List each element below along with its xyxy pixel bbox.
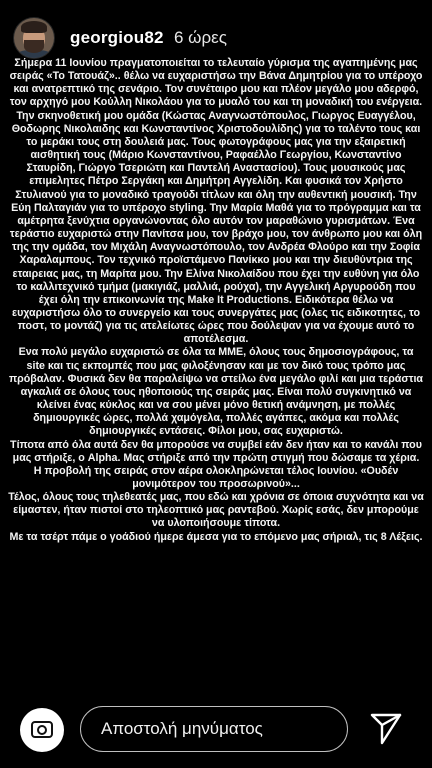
- caption-paragraph: Η προβολή της σειράς στον αέρα ολοκληρώνεται τέλος Ιουνίου. «Ουδέν μονιμότερον του προσωρινού»...: [33, 464, 399, 490]
- send-button[interactable]: [368, 710, 404, 746]
- caption-paragraph: Με τα τσέρτ πάμε ο γοάδιού ήμερε άμεσα για το επόμενο μας σήριαλ, τις 8 Λέξεις.: [9, 530, 423, 543]
- caption-paragraph: Τίποτα από όλα αυτά δεν θα μπορούσε να συμβεί εάν δεν ήταν και το κανάλι που μας στήριξε, ο Alpha. Μας στήριξε από την πρώτη στιγμή που δώσαμε τα χέρια.: [10, 438, 422, 464]
- story-caption: [8, 57, 424, 544]
- send-icon: [368, 710, 404, 746]
- caption-paragraph: Τέλος, όλους τους τηλεθεατές μας, που εδώ και χρόνια σε όποια συχνότητα και να είμαστεν, ήταν πιστοί στο τηλεοπτικό μας ραντεβού. Χωρίς εσάς, δεν μπορούμε να υλοποιήσουμε τίποτα.: [8, 491, 424, 530]
- reply-bar: [0, 696, 432, 768]
- timestamp: 6 ώρες: [174, 28, 227, 47]
- camera-button[interactable]: [20, 708, 64, 752]
- avatar[interactable]: [14, 18, 54, 58]
- caption-paragraph: Ενα πολύ μεγάλο ευχαριστώ σε όλα τα ΜΜΕ, όλους τους δημοσιογράφους, τα site και τις εκπομπές που μας φιλοξένησαν και με τον δικό τους τρόπο μας πρόβαλαν. Φυσικά δεν θα παραλείψω να στείλω ένα μεγάλο φιλί και μια τεράστια αγκαλιά σε όλους τους ηθοποιούς της σειράς μας. Είναι πολύ συγκινητικό να κλείνει ένας κύκλος και να σου μένει μόνο θετική ανάμνηση, με πολλές δημιουργικές ώρες, πολλά χαμόγελα, πολλές αγάπες, ακόμα και πολλές δημιουργικές εντάσεις. Φίλοι μου, σας ευχαριστώ.: [8, 346, 423, 438]
- caption-paragraph: Σήμερα 11 Ιουνίου πραγματοποιείται το τελευταίο γύρισμα της αγαπημένης μας σειράς «Το Τατουάζ».. θέλω να ευχαριστήσω την Βάνα Δημητρίου για το υπέροχο και ανατρεπτικό της σενάριο. Τον συνέταιρο μου και πλέον μεγάλο μου αδερφό, τον αρχηγό μου Κούλλη Νικολάου για το μυαλό του και τη μοναδική του ενέργεια. Την σκηνοθετική μου ομάδα (Κώστας Αναγνωστόπουλος, Γιωργος Ευαγγέλου, Θοδωρης Νικολαιδης και Κωνσταντίνος Χριστοδουλίδης) για το ταλέντο τους και το μεράκι τους στη δουλειά μας. Τους φωτογράφους μας για την εξαιρετική αισθητική τους (Μάριο Κωνσταντίνου, Ραφαέλλο Γεωργίου, Κωνσταντίνο Σταυρίδη, Γιώργο Τσεριώτη και Παντελή Αναστασίου). Τους μουσικούς μας επιμελητες Πέτρο Σεργάκη και Δημήτρη Αγγελίδη. Και φυσικά τον Χρήστο Στυλιανού για το μοναδικό τραγούδι τίτλων και όλη την αυθεντική μουσική. Την Εύη Παλταγιάν για το υπέροχο styling. Την Μαρία Μαθά για το πρόγραμμα και τα αμέτρητα ξενύχτια οργανώνοντας όλο αυτόν τον μαραθώνιο γυρισμάτων. Ένα τεράστιο ευχαριστώ στην Πανίτσα μου, τον βράχο μου, τον άνθρωπο μου και όλη της την ομάδα, τον Μιχάλη Αναγνωστόπουλο, τον Ανδρέα Φλούρο και την Σοφία Χαραλαμπους. Τον τεχνικό προϊστάμενο Πανίκκο μου και την διευθύντρια της εταιρειας μας, τη Μαρίτα μου. Την Ελίνα Νικολαίδου που έχει την ευθύνη για όλο το καλλιτεχνικό τμήμα (μακιγιάζ, μαλλιά, ρούχα), την Αγγελική Αργυρούδη που έχει όλη την επικοινωνία της Make It Productions. Ειδικότερα θέλω να ευχαριστήσω όλο το συνεργείο και τους συνεργάτες μας (ολες τις ειδικοτητες, το ποστ, το μοντάζ) για τις ατελείωτες ώρες που δούλεψαν για να έχουμε αυτό το αποτέλεσμα.: [9, 57, 423, 346]
- username[interactable]: georgiou82: [70, 28, 164, 47]
- story-header: [0, 0, 432, 62]
- message-input[interactable]: [80, 706, 348, 752]
